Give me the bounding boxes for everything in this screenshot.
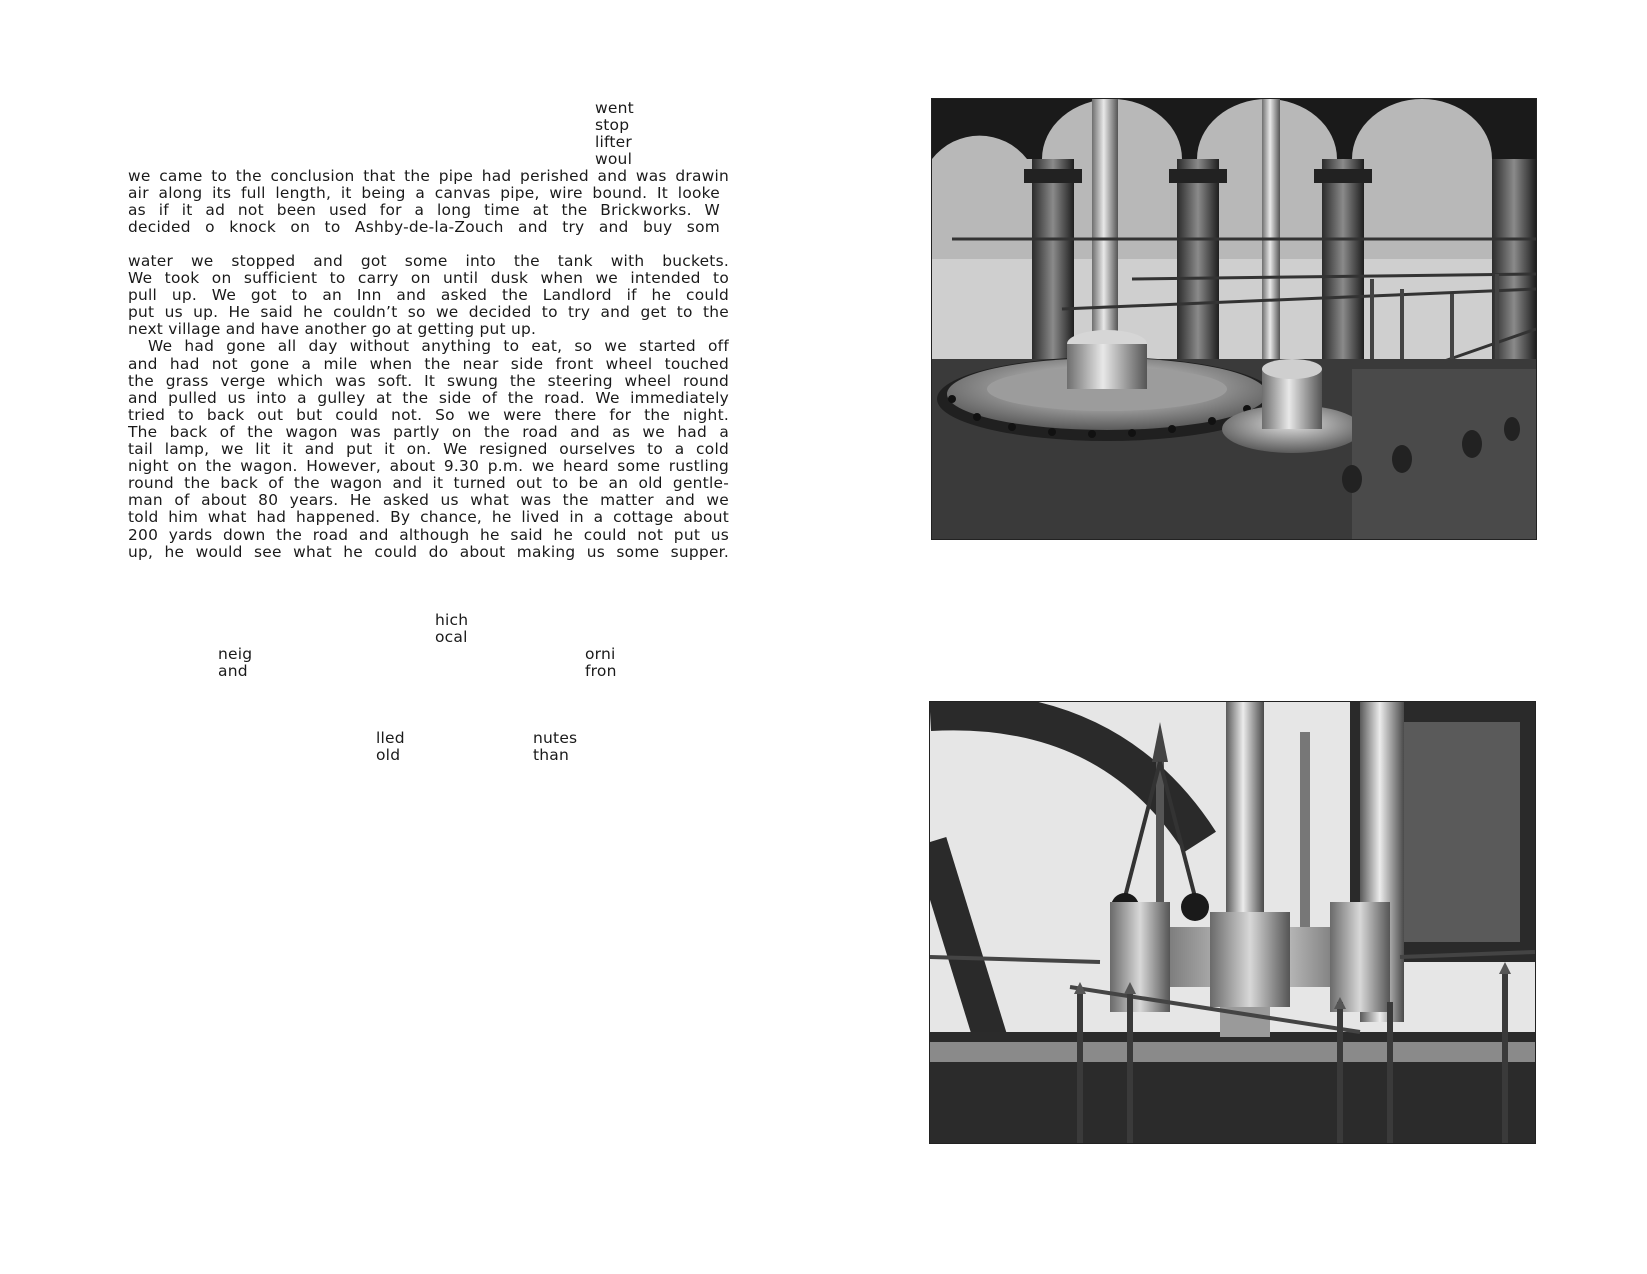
fragment: woul (595, 150, 633, 168)
text-line: water we stopped and got some into the tank with buckets. (128, 253, 729, 270)
text-line: man of about 80 years. He asked us what was the matter and we (128, 492, 729, 510)
right-page (823, 0, 1647, 1274)
fragment: and (218, 662, 248, 680)
text-line: up, he would see what he could do about making us some supper. (128, 543, 729, 561)
fragment: fron (585, 662, 617, 680)
text-line: next village and have another go at getting put up. (128, 321, 537, 339)
paragraph-2 (128, 253, 729, 561)
fragment: lled (376, 729, 405, 747)
text-line: tail lamp, we lit it and put it on. We resigned ourselves to a cold (128, 441, 729, 459)
fragment: than (533, 746, 570, 764)
text-line: air along its full length, it being a canvas pipe, wire bound. It looke (128, 185, 720, 203)
text-line: pull up. We got to an Inn and asked the Landlord if he could (128, 287, 729, 305)
fragment-pair (435, 612, 468, 646)
text-line: and pulled us into a gulley at the side of the road. We immediately (128, 389, 729, 407)
text-line: round the back of the wagon and it turned out to be an old gentle- (128, 475, 729, 493)
fragment: orni (585, 645, 616, 663)
fragment: nutes (533, 729, 578, 747)
engine-hall-illustration (932, 99, 1536, 539)
engine-hall-photo (931, 98, 1537, 540)
fragment-column-top (595, 100, 634, 168)
fragment: lifter (595, 133, 632, 151)
left-page (0, 0, 823, 1274)
text-line: night on the wagon. However, about 9.30 p.m. we heard some rustling (128, 458, 729, 476)
text-line: we came to the conclusion that the pipe had perished and was drawin (128, 168, 729, 185)
text-line: decided o knock on to Ashby-de-la-Zouch and try and buy som (128, 219, 720, 237)
fragment-pair (376, 730, 405, 764)
fragment: hich (435, 611, 469, 629)
fragment: went (595, 99, 634, 117)
text-line: and had not gone a mile when the near side front wheel touched (128, 355, 729, 373)
text-line: tried to back out but could not. So we were there for the night. (128, 406, 729, 424)
text-line: We had gone all day without anything to eat, so we started off (148, 338, 729, 356)
governor-photo (929, 701, 1536, 1144)
text-line: told him what had happened. By chance, he lived in a cottage about (128, 509, 729, 527)
fragment-pair (533, 730, 577, 764)
fragment: stop (595, 116, 630, 134)
text-line: the grass verge which was soft. It swung the steering wheel round (128, 372, 729, 390)
fragment: neig (218, 645, 253, 663)
text-line: put us up. He said he couldn’t so we decided to try and get to the (128, 304, 729, 322)
text-line: 200 yards down the road and although he said he could not put us (128, 526, 729, 544)
paragraph-1 (128, 168, 729, 236)
governor-illustration (930, 702, 1535, 1143)
text-line: We took on sufficient to carry on until dusk when we intended to (128, 270, 729, 288)
fragment-pair (218, 646, 252, 680)
fragment-pair (585, 646, 617, 680)
fragment: old (376, 746, 401, 764)
fragment: ocal (435, 628, 468, 646)
text-line: The back of the wagon was partly on the road and as we had a (128, 423, 729, 441)
text-line: as if it ad not been used for a long time at the Brickworks. W (128, 202, 720, 220)
